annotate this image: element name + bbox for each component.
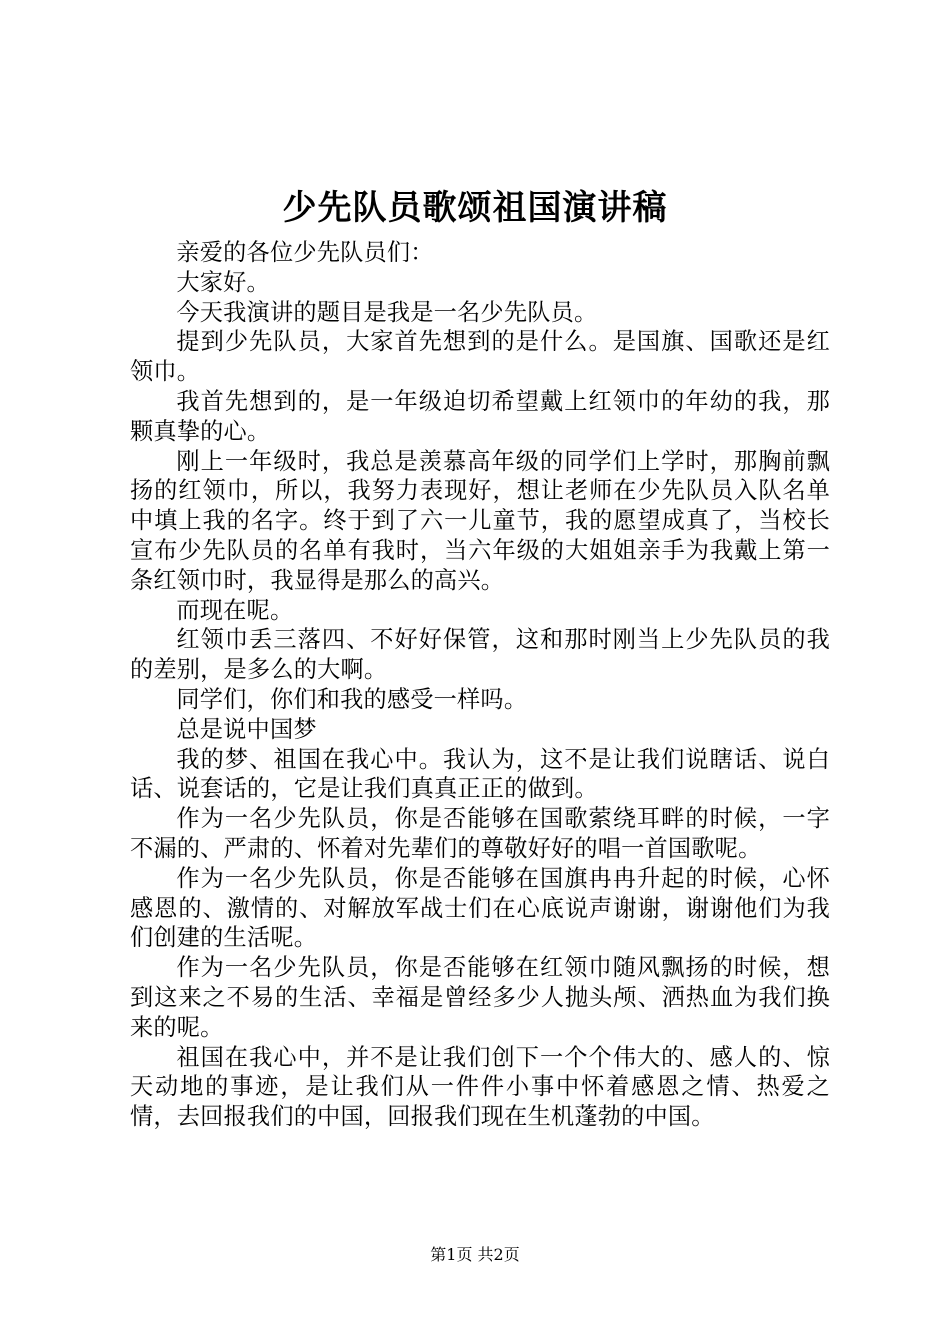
paragraph: 而现在呢。 — [176, 596, 294, 624]
paragraph: 我首先想到的，是一年级迫切希望戴上红领巾的年幼的我，那颗真挚的心。 — [130, 387, 830, 445]
paragraph: 作为一名少先队员，你是否能够在国歌萦绕耳畔的时候，一字不漏的、严肃的、怀着对先辈们的尊敬好好的唱一首国歌呢。 — [130, 805, 830, 862]
paragraph: 我的梦、祖国在我心中。我认为，这不是让我们说瞎话、说白话、说套话的，它是让我们真真正正的做到。 — [130, 745, 830, 803]
document-body — [130, 238, 830, 1132]
paragraph: 同学们，你们和我的感受一样吗。 — [176, 685, 528, 713]
paragraph: 祖国在我心中，并不是让我们创下一个个伟大的、感人的、惊天动地的事迹，是让我们从一件件小事中怀着感恩之情、热爱之情，去回报我们的中国，回报我们现在生机蓬勃的中国。 — [130, 1043, 830, 1131]
paragraph: 亲爱的各位少先队员们： — [176, 239, 434, 266]
paragraph: 刚上一年级时，我总是羡慕高年级的同学们上学时，那胸前飘扬的红领巾，所以，我努力表现好，想让老师在少先队员入队名单中填上我的名字。终于到了六一儿童节，我的愿望成真了，当校长宣布少先队员的名单有我时，当六年级的大姐姐亲手为我戴上第一条红领巾时，我显得是那么的高兴。 — [130, 447, 830, 594]
paragraph: 今天我演讲的题目是我是一名少先队员。 — [176, 298, 598, 326]
paragraph: 作为一名少先队员，你是否能够在国旗冉冉升起的时候，心怀感恩的、激情的、对解放军战士们在心底说声谢谢，谢谢他们为我们创建的生活呢。 — [130, 864, 830, 952]
paragraph: 作为一名少先队员，你是否能够在红领巾随风飘扬的时候，想到这来之不易的生活、幸福是曾经多少人抛头颅、洒热血为我们换来的呢。 — [130, 954, 830, 1041]
page-footer: 第1页 共2页 — [430, 1245, 520, 1264]
paragraph: 提到少先队员，大家首先想到的是什么。是国旗、国歌还是红领巾。 — [130, 328, 830, 386]
paragraph: 红领巾丢三落四、不好好保管，这和那时刚当上少先队员的我的差别，是多么的大啊。 — [130, 626, 830, 684]
paragraph: 大家好。 — [176, 268, 270, 296]
paragraph: 总是说中国梦 — [176, 715, 317, 743]
document-title: 少先队员歌颂祖国演讲稿 — [282, 188, 668, 228]
